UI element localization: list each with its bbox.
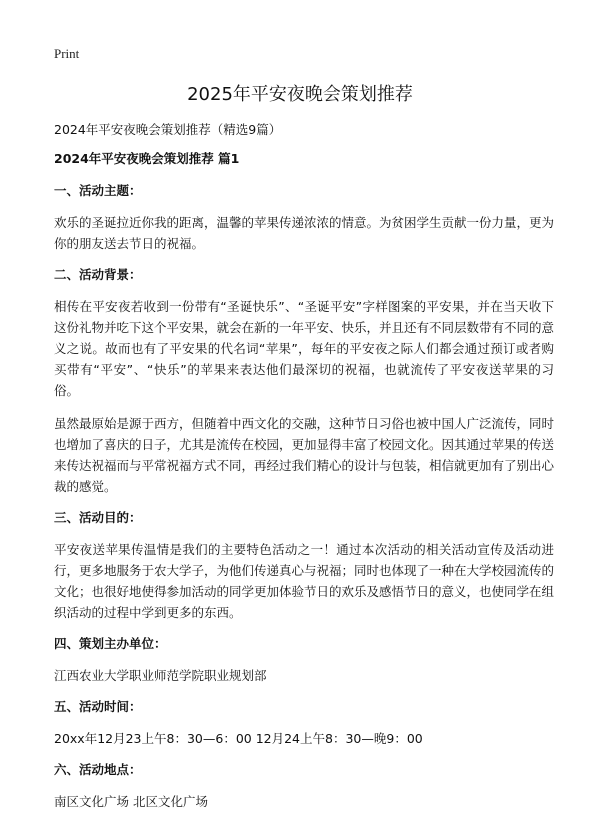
section-location [54, 761, 554, 812]
section-heading: 三、活动目的： [54, 510, 142, 525]
section-background [54, 266, 554, 497]
section-heading: 一、活动主题： [54, 183, 142, 198]
section-time [54, 698, 554, 749]
paragraph: 20xx年12月23上午8：30—6：00 12月24上午8：30—晚9：00 [54, 731, 423, 746]
article-body [54, 150, 554, 824]
paragraph: 虽然最原始是源于西方，但随着中西文化的交融，这种节日习俗也被中国人广泛流传，同时也增加了喜庆的日子，尤其是流传在校园，更加显得丰富了校园文化。因其通过苹果的传送来传达祝福而与平常祝福方式不同，再经过我们精心的设计与包装，相信就更加有了别出心裁的感觉。 [54, 416, 555, 494]
section-heading: 六、活动地点： [54, 762, 142, 777]
paragraph: 欢乐的圣诞拉近你我的距离，温馨的苹果传递浓浓的情意。为贫困学生贡献一份力量，更为你的朋友送去节日的祝福。 [54, 215, 555, 251]
article-heading: 2024年平安夜晚会策划推荐 篇1 [54, 151, 240, 166]
document-subtitle: 2024年平安夜晚会策划推荐（精选9篇） [54, 122, 282, 137]
paragraph: 平安夜送苹果传温情是我们的主要特色活动之一！通过本次活动的相关活动宣传及活动进行，更多地服务于农大学子，为他们传递真心与祝福；同时也体现了一种在大学校园流传的文化；也很好地使得参加活动的同学更加体验节日的欢乐及感悟节日的意义，也使同学在组织活动的过程中学到更多的东西。 [54, 542, 555, 620]
section-heading: 五、活动时间： [54, 699, 142, 714]
section-purpose [54, 509, 554, 623]
section-organizer [54, 635, 554, 686]
paragraph: 相传在平安夜若收到一份带有“圣诞快乐”、“圣诞平安”字样图案的平安果，并在当天收下这份礼物并吃下这个平安果，就会在新的一年平安、快乐，并且还有不同层数带有不同的意义之说。故而也有了平安果的代名词“苹果”，每年的平安夜之际人们都会通过预订或者购买带有“平安”、“快乐”的苹果来表达他们最深切的祝福，也就流传了平安夜送苹果的习俗。 [54, 299, 555, 398]
paragraph: 江西农业大学职业师范学院职业规划部 [54, 668, 267, 683]
section-heading: 二、活动背景： [54, 267, 142, 282]
paragraph: 南区文化广场 北区文化广场 [54, 794, 208, 809]
section-heading: 四、策划主办单位： [54, 636, 167, 651]
print-link[interactable]: Print [54, 46, 80, 61]
page-title: 2025年平安夜晚会策划推荐 [187, 84, 413, 105]
section-theme [54, 182, 554, 254]
